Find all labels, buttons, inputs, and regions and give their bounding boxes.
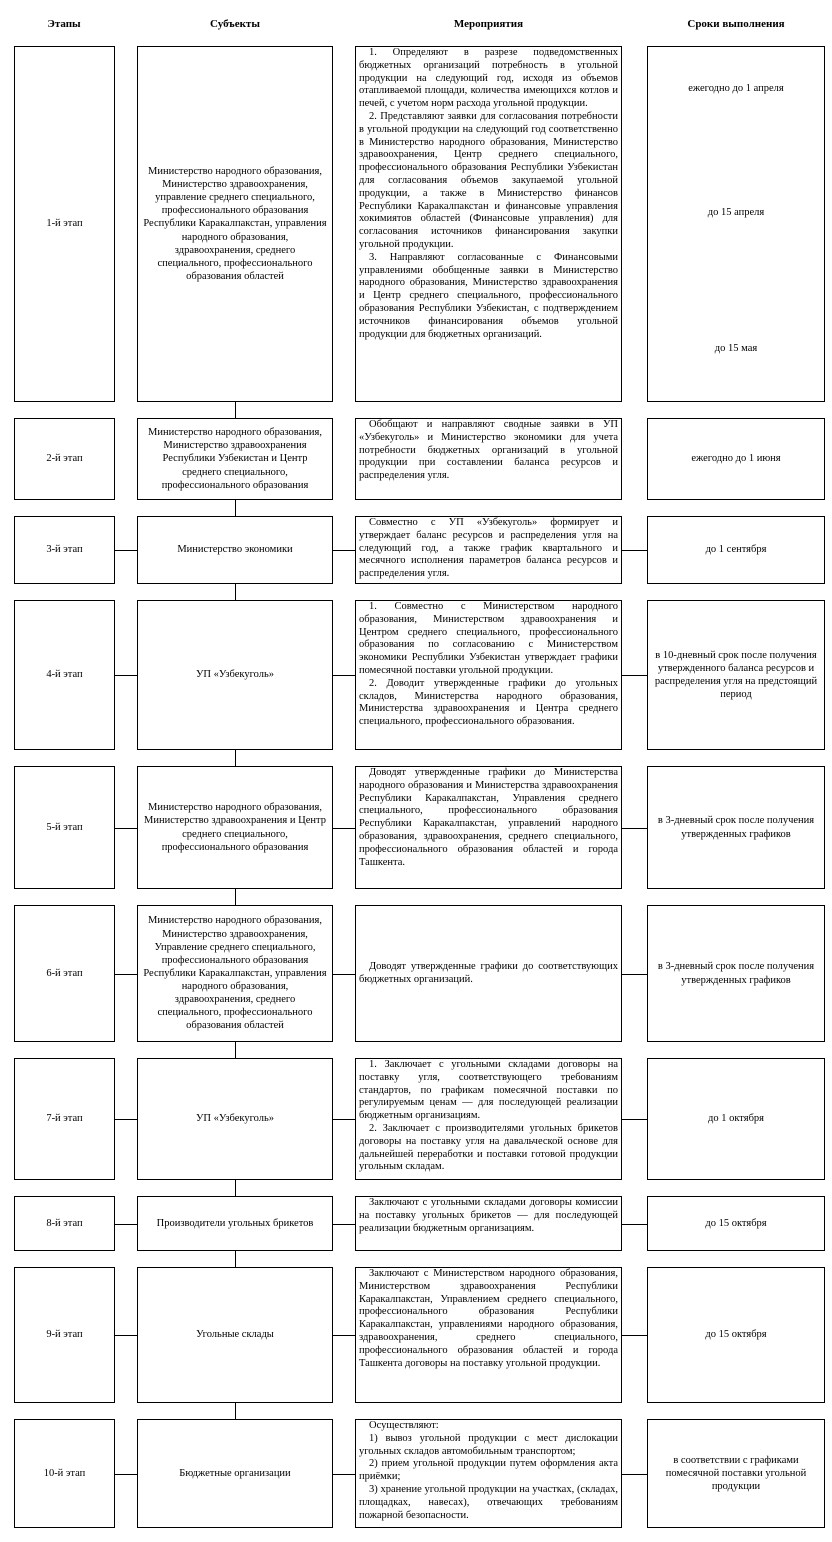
stage-label: 4-й этап [46,669,83,681]
connector-activities-deadline [622,1224,647,1225]
activities-box [355,905,622,1042]
activity-item: 1. Определяют в разрезе подведомственных бюджетных организаций потребность в угольной продукции на следующий год, исходя из объемов отапливаемой площади, количества имеющихся котлов и печей, с учетом норм расхода угольной продукции. [359,47,618,110]
connector-vertical [235,500,236,516]
deadline-label: ежегодно до 1 апреля [688,83,784,94]
stage-box [14,1267,115,1403]
deadline-box [647,1419,825,1528]
connector-stage-subject [115,974,137,975]
deadline-label: до 15 октября [705,1217,767,1229]
deadline-box [647,766,825,889]
subject-box [137,46,333,402]
connector-subject-activities [333,550,355,551]
subject-label: Министерство народного образования, Министерство здравоохранения, управление среднего специального, профессионального образования Республики Каракалпакстан, управления народного образования, здравоохранения, среднего специального, профессионального образования областей [143,165,327,282]
deadline-label: до 15 апреля [707,207,765,218]
subject-box [137,1267,333,1403]
deadline-box [647,905,825,1042]
activities-box [355,516,622,584]
connector-subject-activities [333,675,355,676]
activities-box [355,1196,622,1251]
stage-label: 7-й этап [46,1113,83,1125]
connector-stage-subject [115,1335,137,1336]
activity-item: Доводят утвержденные графики до Министерства народного образования и Министерства здравоохранения Республики Каракалпакстан, Управления среднего специального, профессионального образования Республики Каракалпакстан, управлений народного образования, здравоохранения, среднего специального, профессионального образования областей и города Ташкента. [359,767,618,868]
deadline-label: до 1 сентября [705,544,767,556]
connector-vertical [235,1042,236,1058]
deadline-box [647,516,825,584]
subject-box [137,766,333,889]
connector-activities-deadline [622,1474,647,1475]
activity-item: 3) хранение угольной продукции на участках, (складах, площадках, навесах), отвечающих требованиям пожарной безопасности. [359,1483,618,1521]
activity-item: 2. Представляют заявки для согласования потребности в угольной продукции на следующий год соответственно в Министерство народного образования, Министерство здравоохранения, Центр среднего специального, профессионального образования Республики Узбекистан для согласования объемов закупаемой угольной продукции, а также в Министерство финансов Республики Каракалпакстан и финансовые управления хокимиятов областей (Финансовые управления) для согласования источников финансирования закупки угольной продукции. [359,110,618,250]
deadline-box [647,418,825,500]
subject-label: УП «Узбекуголь» [195,1113,275,1125]
stage-box [14,46,115,402]
connector-stage-subject [115,1474,137,1475]
deadline-label: в соответствии с графиками помесячной поставки угольной продукции [665,1454,807,1493]
subject-box [137,516,333,584]
activity-item: Доводят утвержденные графики до соответствующих бюджетных организаций. [359,960,618,985]
stage-box [14,516,115,584]
connector-vertical [235,1251,236,1267]
stage-label: 8-й этап [46,1217,83,1229]
deadline-box [647,46,825,402]
stage-label: 5-й этап [46,821,83,833]
stage-label: 9-й этап [46,1329,83,1341]
connector-vertical [235,1403,236,1419]
deadline-label: в 10-дневный срок после получения утвержденного баланса ресурсов и распределения угля на предстоящий период [654,649,818,701]
stage-box [14,600,115,750]
connector-stage-subject [115,550,137,551]
deadline-label: в 3-дневный срок после получения утвержденных графиков [657,815,815,840]
stage-box [14,1058,115,1180]
header-deadlines: Сроки выполнения [687,18,785,30]
connector-subject-activities [333,1335,355,1336]
subject-label: Угольные склады [196,1329,274,1341]
connector-vertical [235,750,236,766]
activity-item: 2. Доводит утвержденные графики до угольных складов, Министерства народного образования, Министерства здравоохранения и Центра среднего специального, профессионального образования. [359,677,618,728]
activity-item: 3. Направляют согласованные с Финансовыми управлениями обобщенные заявки в Министерство народного образования, Министерство здравоохранения и Центр среднего специального, профессионального образования Республики Узбекистан, с подтверждением источников финансирования объемов угольной продукции для бюджетных организаций. [359,251,618,340]
activities-box [355,600,622,750]
deadline-label: в 3-дневный срок после получения утвержденных графиков [657,961,815,986]
subject-box [137,600,333,750]
connector-vertical [235,584,236,600]
subject-label: Министерство экономики [177,544,293,556]
connector-subject-activities [333,1224,355,1225]
connector-stage-subject [115,675,137,676]
activities-box [355,1058,622,1180]
deadline-box [647,1058,825,1180]
connector-vertical [235,889,236,905]
stage-label: 1-й этап [46,218,83,230]
subject-label: Министерство народного образования, Министерство здравоохранения Республики Узбекистан и Центр среднего специального, профессионального образования [148,427,322,491]
subject-box [137,1058,333,1180]
subject-box [137,418,333,500]
deadline-label: ежегодно до 1 июня [691,453,781,465]
header-activities: Мероприятия [453,18,524,30]
activity-item: 1) вывоз угольной продукции с мест дислокации угольных складов автомобильным транспортом; [359,1432,618,1457]
connector-activities-deadline [622,1119,647,1120]
connector-activities-deadline [622,550,647,551]
subject-box [137,1196,333,1251]
subject-label: УП «Узбекуголь» [195,669,275,681]
stage-box [14,766,115,889]
activity-item: Заключают с Министерством народного образования, Министерством здравоохранения Республики Каракалпакстан, Управлением среднего специального, профессионального образования Республики Каракалпакстан, управлениями народного образования, здравоохранения, среднего специального, профессионального образования областей и города Ташкента договоры на поставку угольной продукции. [359,1268,618,1369]
subject-label: Министерство народного образования, Министерство здравоохранения и Центр среднего специального, профессионального образования [144,802,326,853]
activity-item: 1. Совместно с Министерством народного образования, Министерством здравоохранения и Центром среднего специального, профессионального образования по согласованию с Министерством экономики Республики Узбекистан утверждает графики помесячной поставки угольной продукции. [359,601,618,676]
activity-item: 2. Заключает с производителями угольных брикетов договоры на поставку угля на давальческой основе для дальнейшей переработки и поставки готовой продукции угольным складам. [359,1122,618,1173]
stage-label: 6-й этап [46,967,83,979]
subject-box [137,905,333,1042]
activity-item: Совместно с УП «Узбекуголь» формирует и утверждает баланс ресурсов и распределения угля на следующий год, а также график квартального и месячного исполнения параметров баланса ресурсов и распределения угля. [359,517,618,580]
activity-item: Обобщают и направляют сводные заявки в УП «Узбекуголь» и Министерство экономики для учета потребности бюджетных организаций в угольной продукции при составлении баланса ресурсов и распределения угля. [359,419,618,482]
stage-box [14,905,115,1042]
activity-item: Заключают с угольными складами договоры комиссии на поставку угольных брикетов — для последующей реализации бюджетным организациям. [359,1197,618,1234]
connector-stage-subject [115,828,137,829]
connector-vertical [235,1180,236,1196]
stage-label: 10-й этап [43,1467,86,1479]
activities-box [355,46,622,402]
stage-box [14,1419,115,1528]
connector-subject-activities [333,1474,355,1475]
connector-activities-deadline [622,828,647,829]
deadline-box [647,600,825,750]
connector-stage-subject [115,1224,137,1225]
activity-item: 1. Заключает с угольными складами договоры на поставку угля, соответствующего требованиям стандартов, по графикам помесячной поставки по регулируемым ценам — для последующей реализации бюджетным организациям. [359,1059,618,1122]
connector-vertical [235,402,236,418]
activities-box [355,418,622,500]
stage-label: 2-й этап [46,453,83,465]
deadline-label: до 15 мая [714,343,758,354]
header-stages: Этапы [47,18,81,30]
subject-label: Бюджетные организации [179,1467,291,1479]
connector-subject-activities [333,974,355,975]
deadline-box [647,1267,825,1403]
connector-subject-activities [333,1119,355,1120]
subject-label: Производители угольных брикетов [156,1217,314,1229]
header-subjects: Субъекты [210,18,260,30]
activity-item: Осуществляют: [369,1420,439,1431]
connector-stage-subject [115,1119,137,1120]
deadline-label: до 15 октября [705,1329,767,1341]
subject-label: Министерство народного образования, Министерство здравоохранения, Управление среднего специального, профессионального образования Республики Каракалпакстан, управления народного образования, здравоохранения, среднего специального, профессионального образования областей [143,915,327,1032]
activity-item: 2) прием угольной продукции путем оформления акта приёмки; [359,1458,618,1483]
deadline-list [648,47,824,401]
activities-box [355,766,622,889]
activities-box [355,1267,622,1403]
connector-subject-activities [333,828,355,829]
stage-box [14,418,115,500]
connector-activities-deadline [622,974,647,975]
deadline-label: до 1 октября [707,1113,764,1125]
deadline-box [647,1196,825,1251]
connector-activities-deadline [622,1335,647,1336]
subject-box [137,1419,333,1528]
activities-box [355,1419,622,1528]
stage-box [14,1196,115,1251]
connector-activities-deadline [622,675,647,676]
stage-label: 3-й этап [46,544,83,556]
